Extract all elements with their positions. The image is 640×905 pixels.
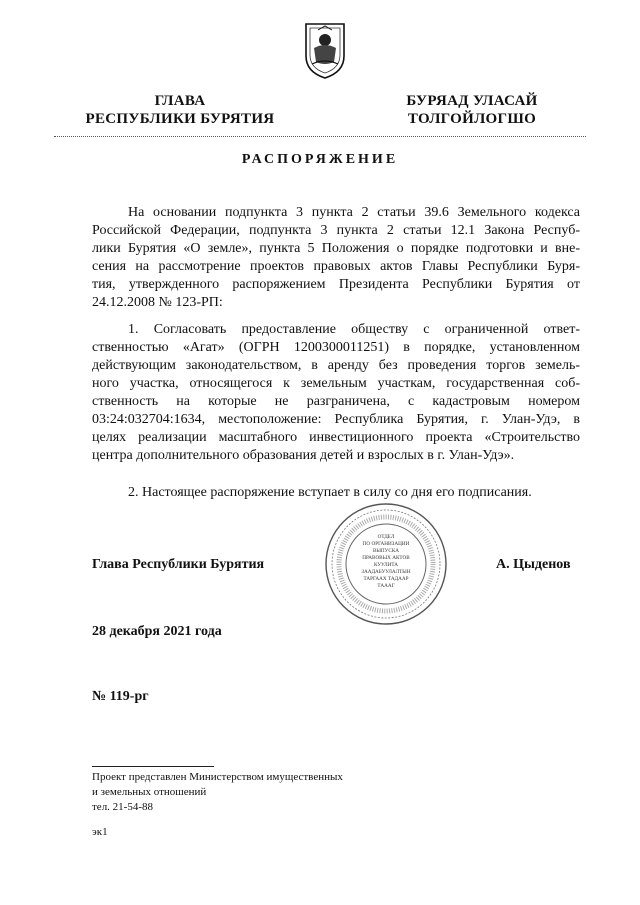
text-line: целях реализации масштабного инвестиционного проекта «Строительство	[92, 430, 580, 445]
text-line: ственностью «Агат» (ОГРН 1200300011251) в порядке, установленном	[92, 340, 580, 355]
text-line: ного участка, относящегося к земельным участкам, государственная соб-	[92, 376, 580, 391]
text-line: тия, утвержденного распоряжением Президента Республики Бурятия от	[92, 277, 580, 292]
official-stamp	[322, 500, 450, 628]
coat-of-arms-emblem	[300, 18, 350, 80]
stamp-text-line: КУУЛИТА	[373, 562, 399, 568]
text-line: 03:24:032704:1634, местоположение: Республика Бурятия, г. Улан-Удэ, в	[92, 412, 580, 427]
text-line: сения на рассмотрение проектов правовых актов Главы Республики Буря-	[92, 259, 580, 274]
stamp-text-line: ПРАВОВЫХ АКТОВ	[362, 555, 410, 561]
document-title: РАСПОРЯЖЕНИЕ	[241, 152, 399, 167]
footnote-line: Проект представлен Министерством имущественных	[92, 771, 343, 783]
stamp-text-line: ТАААГ	[377, 583, 395, 589]
document-number: № 119-рг	[92, 689, 149, 704]
header-right-line: БУРЯАД УЛАСАЙ	[406, 93, 538, 109]
executor-code: эк1	[92, 826, 108, 838]
stamp-text-line: ПО ОРГАНИЗАЦИИ	[362, 541, 410, 547]
footnote-divider	[92, 766, 214, 767]
header-right	[372, 92, 572, 128]
header-left-line: РЕСПУБЛИКИ БУРЯТИЯ	[85, 111, 275, 127]
text-line: действующим законодательством, в аренду без проведения торгов земель-	[92, 358, 580, 373]
text-line: 24.12.2008 № 123-РП:	[92, 295, 223, 310]
signer-position: Глава Республики Бурятия	[92, 557, 265, 572]
text-line: лики Бурятия «О земле», пункта 5 Положения о порядке подготовки и вне-	[92, 241, 580, 256]
header-right-line: ТОЛГОЙЛОГШО	[407, 111, 537, 127]
text-line: ственность на которые не разграничена, с кадастровым номером	[92, 394, 580, 409]
stamp-text-line: ЗААДАБУУЛАЛТЫН	[361, 569, 411, 575]
footnote	[92, 770, 343, 815]
stamp-text-line: ОТДЕЛ	[377, 534, 395, 540]
preamble-paragraph	[92, 204, 580, 312]
signer-name: А. Цыденов	[496, 557, 571, 572]
text-line: центра дополнительного образования детей и взрослых в г. Улан-Удэ».	[92, 448, 515, 463]
header-left	[80, 92, 280, 128]
text-line: 1. Согласовать предоставление обществу с ограниченной ответ-	[128, 322, 580, 337]
item-1-paragraph	[92, 321, 580, 465]
stamp-text-line: ТАРГААХ ТАДААР	[363, 576, 409, 582]
text-line: На основании подпункта 3 пункта 2 статьи 39.6 Земельного кодекса	[128, 205, 580, 220]
text-line: 2. Настоящее распоряжение вступает в силу со дня его подписания.	[128, 485, 532, 500]
footnote-line: и земельных отношений	[92, 786, 207, 798]
footnote-line: тел. 21-54-88	[92, 801, 154, 813]
text-line: Российской Федерации, подпункта 3 пункта 2 статьи 12.1 Закона Респуб-	[92, 223, 580, 238]
document-date: 28 декабря 2021 года	[92, 624, 222, 639]
stamp-text-line: ВЫПУСКА	[372, 548, 400, 554]
header-left-line: ГЛАВА	[154, 93, 206, 109]
header-divider	[54, 136, 586, 137]
